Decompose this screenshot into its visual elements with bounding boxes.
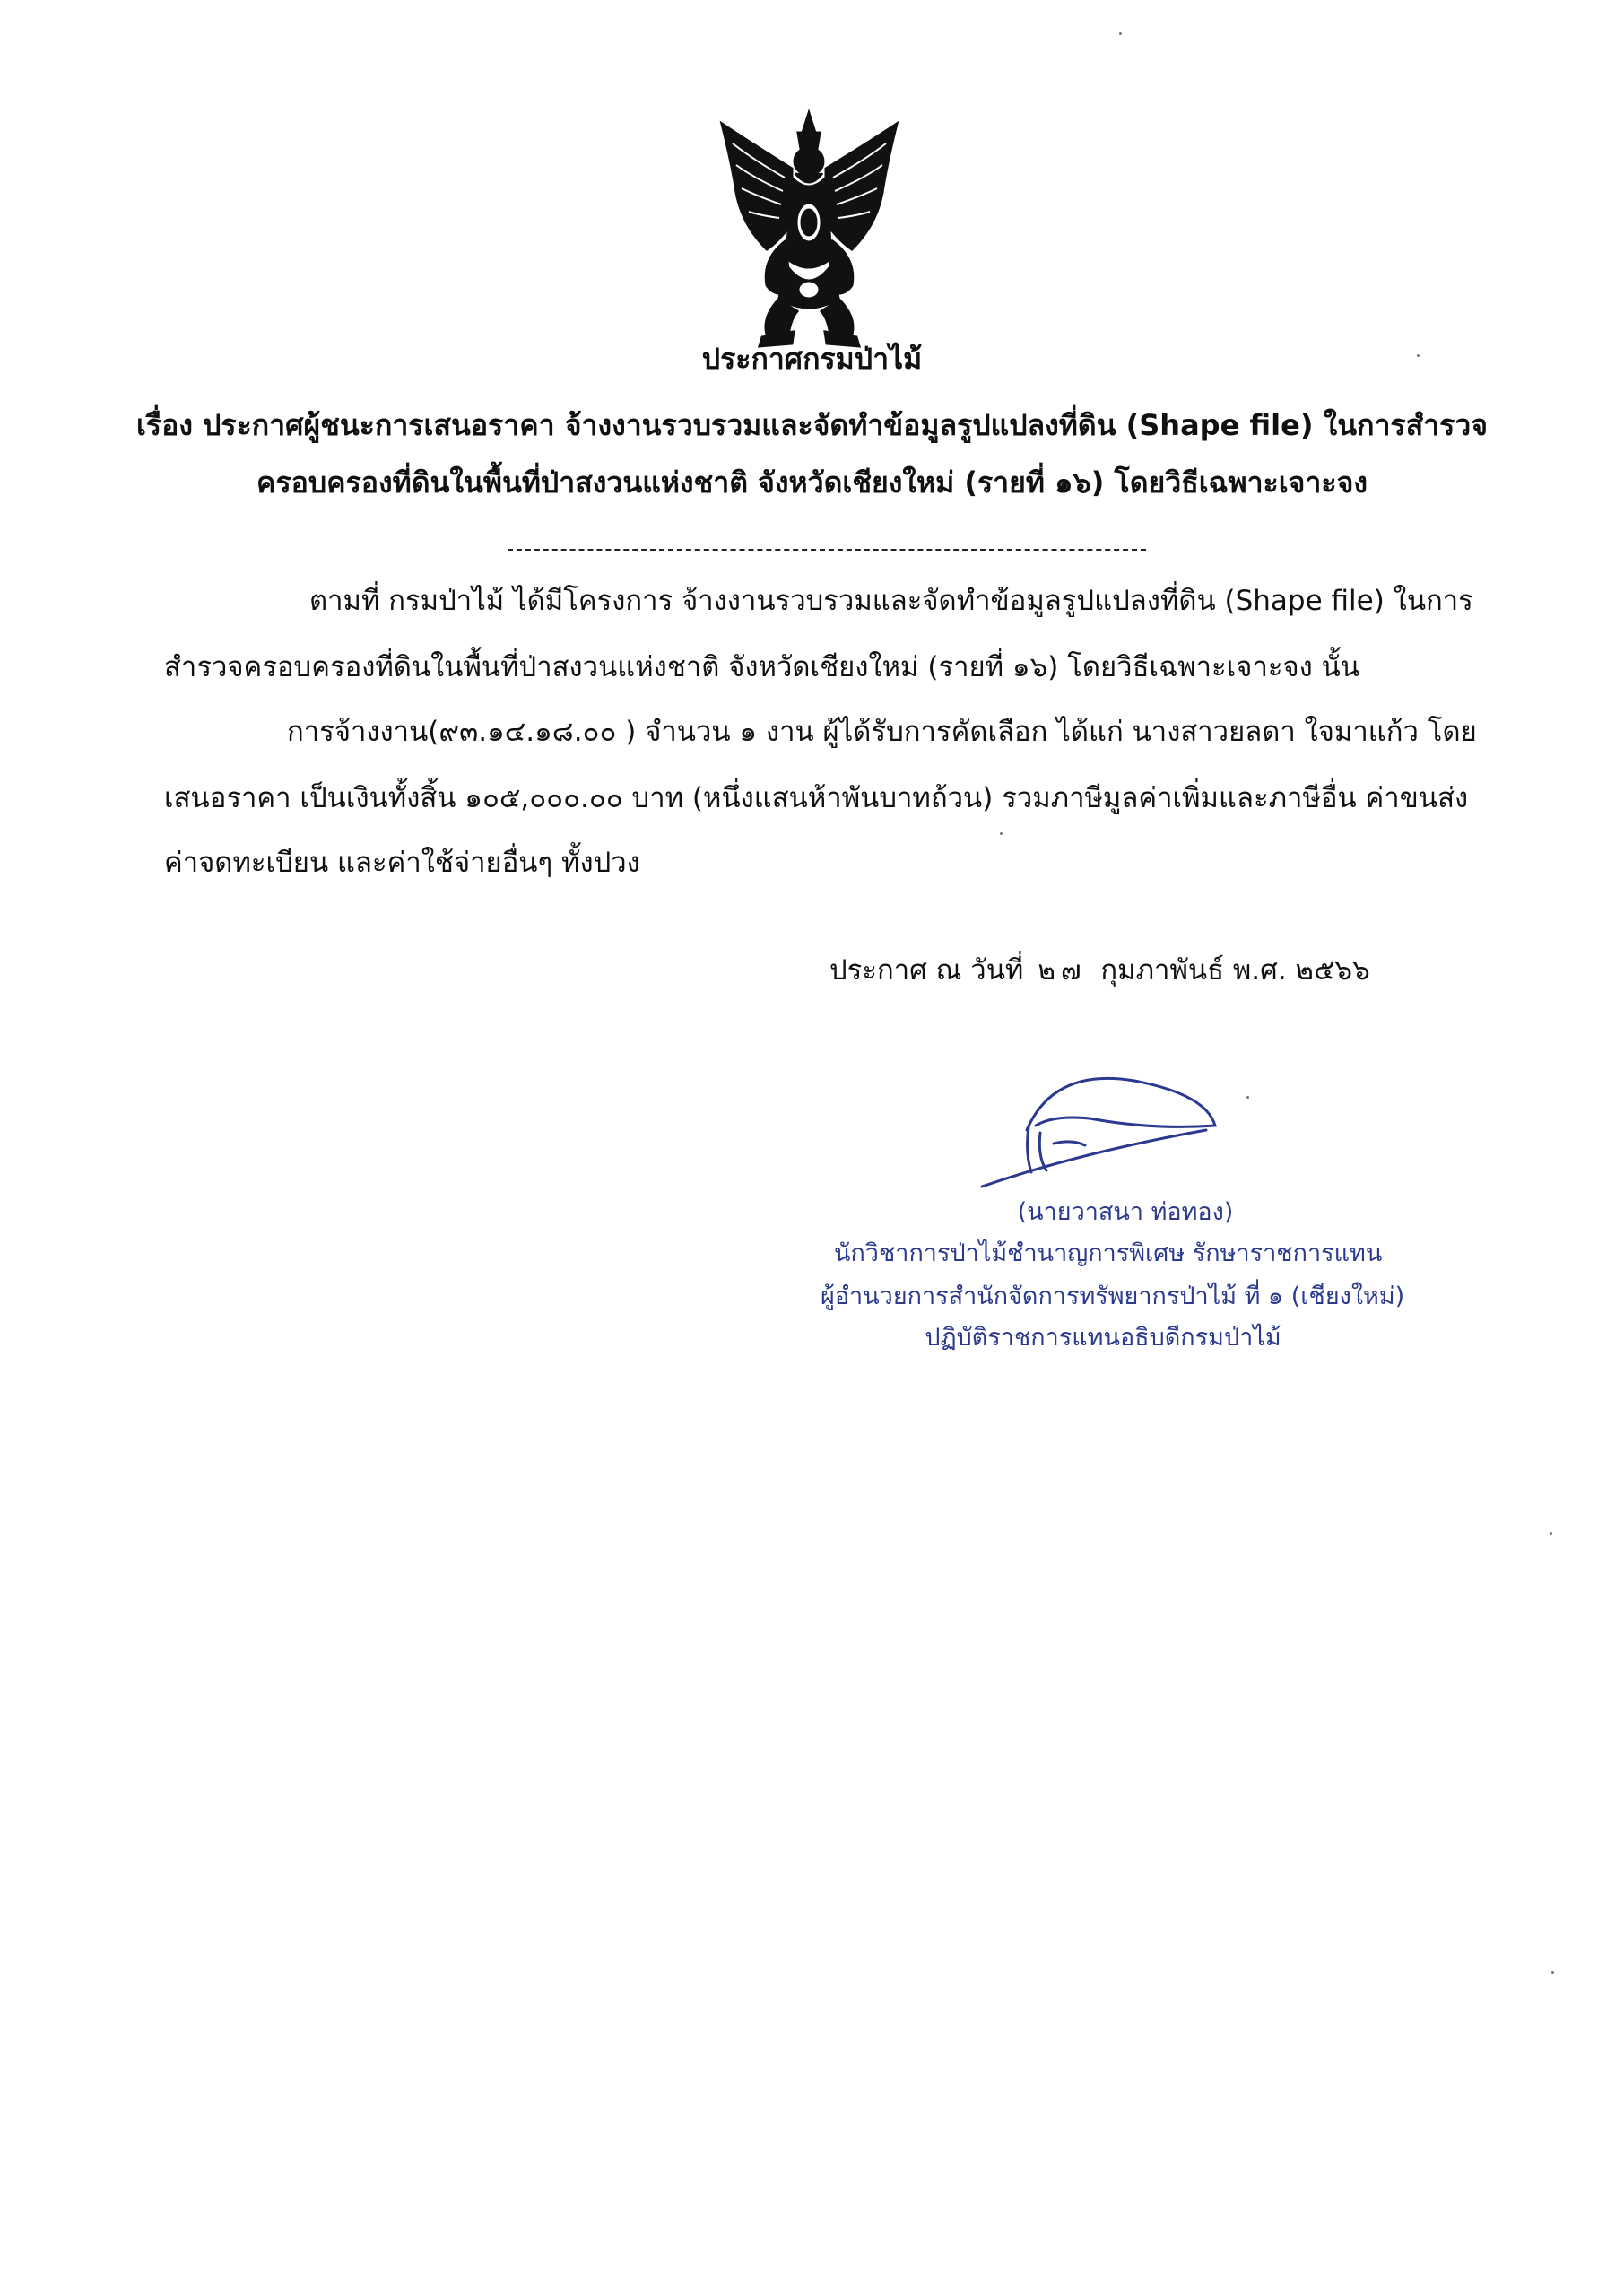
date-prefix: ประกาศ ณ วันที่ xyxy=(829,954,1024,987)
garuda-emblem-icon xyxy=(713,106,906,352)
announcement-title: ประกาศกรมป่าไม้ xyxy=(701,342,923,376)
paragraph-1-line-1: ตามที่ กรมป่าไม้ ได้มีโครงการ จ้างงานรวบรวมและจัดทำข้อมูลรูปแปลงที่ดิน (Shape file) ในการ xyxy=(309,585,1473,617)
subject-line-1: เรื่อง ประกาศผู้ชนะการเสนอราคา จ้างงานรวบรวมและจัดทำข้อมูลรูปแปลงที่ดิน (Shape file) ในการสำรวจ xyxy=(135,408,1489,442)
subject-line-2: ครอบครองที่ดินในพื้นที่ป่าสงวนแห่งชาติ จังหวัดเชียงใหม่ (รายที่ ๑๖) โดยวิธีเฉพาะเจาะจง xyxy=(256,465,1368,500)
signatory-name: (นายวาสนา ท่อทอง) xyxy=(1017,1198,1234,1226)
date-month-year: กุมภาพันธ์ พ.ศ. ๒๕๖๖ xyxy=(1100,954,1370,987)
signatory-position-3: ปฏิบัติราชการแทนอธิบดีกรมป่าไม้ xyxy=(925,1324,1281,1352)
paragraph-2-line-1: การจ้างงาน(๙๓.๑๔.๑๘.๐๐ ) จำนวน ๑ งาน ผู้ได้รับการคัดเลือก ได้แก่ นางสาวยลดา ใจมาแก้ว โดย xyxy=(287,716,1477,748)
paragraph-2-line-3: ค่าจดทะเบียน และค่าใช้จ่ายอื่นๆ ทั้งปวง xyxy=(164,847,640,879)
signatory-position-1: นักวิชาการป่าไม้ชำนาญการพิเศษ รักษาราชการแทน xyxy=(834,1239,1383,1267)
announcement-date xyxy=(829,951,1370,991)
paragraph-2-line-2: เสนอราคา เป็นเงินทั้งสิ้น ๑๐๕,๐๐๐.๐๐ บาท (หนึ่งแสนห้าพันบาทถ้วน) รวมภาษีมูลค่าเพิ่มและภาษีอื่น ค่าขนส่ง xyxy=(164,782,1469,814)
signature-mark xyxy=(973,1063,1260,1202)
date-day: ๒๗ xyxy=(1038,955,1087,987)
paragraph-1-line-2: สำรวจครอบครองที่ดินในพื้นที่ป่าสงวนแห่งชาติ จังหวัดเชียงใหม่ (รายที่ ๑๖) โดยวิธีเฉพาะเจาะจง นั้น xyxy=(164,651,1360,683)
signatory-position-2: ผู้อำนวยการสำนักจัดการทรัพยากรป่าไม้ ที่ ๑ (เชียงใหม่) xyxy=(821,1283,1405,1310)
title-divider xyxy=(508,549,1146,551)
